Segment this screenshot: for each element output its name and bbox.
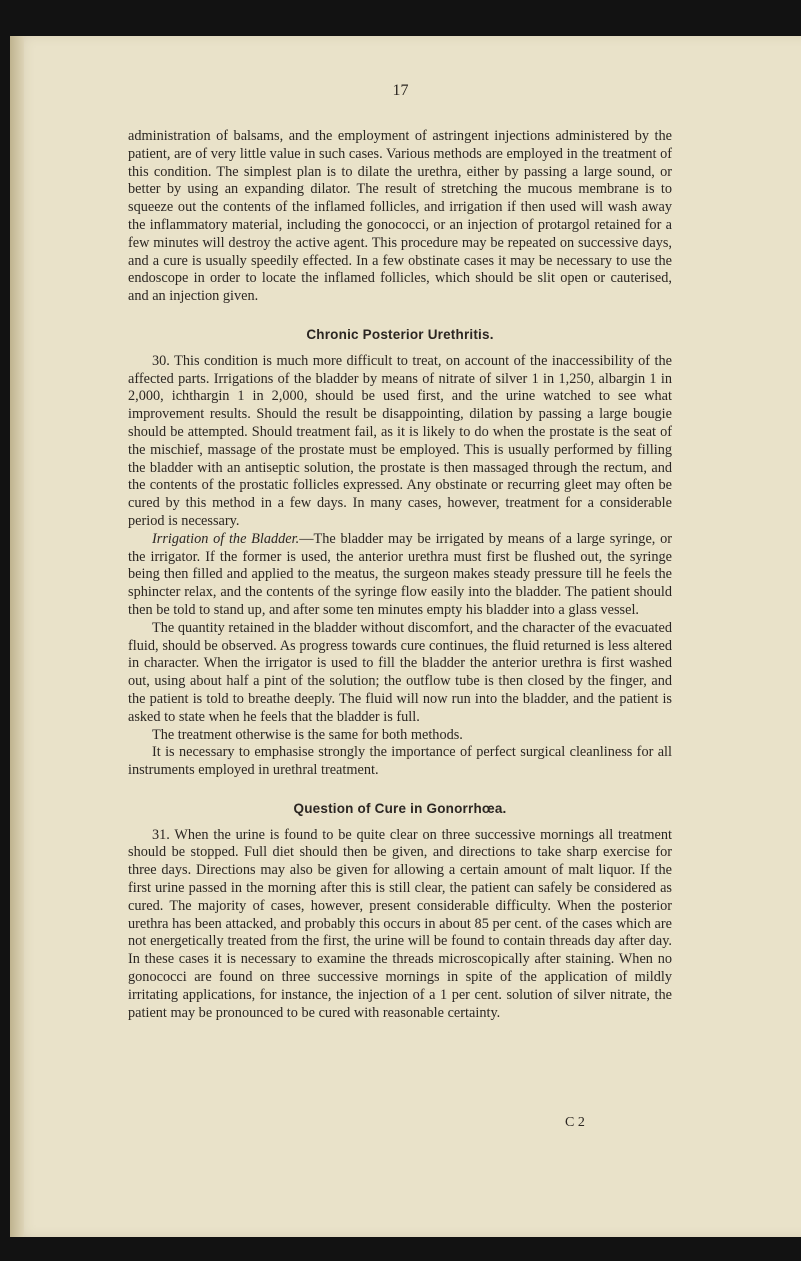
paragraph-intro: administration of balsams, and the employment of astringent injections administered by the patient, are of very little value in such cases. Various methods are employed in the treatment of this condition. The simplest plan is to dilate the urethra, either by passing a large sound, or better by using an expanding dilator. The result of stretching the mucous membrane is to squeeze out the contents of the inflamed follicles, and irrigation if then used will wash away the inflammatory material, including the gonococci, or an injection of protargol retained for a few minutes will destroy the active agent. This procedure may be repeated on successive days, and a cure is usually speedily effected. In a few obstinate cases it may be necessary to use the endoscope in order to locate the inflamed follicles, which should be slit open or cauterised, and an injection given. <box>128 128 672 305</box>
paragraph-31: 31. When the urine is found to be quite clear on three successive mornings all treatment should be stopped. Full diet should then be given, and directions to take sharp exercise for three days. Directions may also be given for allowing a certain amount of malt liquor. If the first urine passed in the morning after this is still clear, the patient can safely be considered as cured. The majority of cases, however, present considerable difficulty. When the posterior urethra has been attacked, and probably this occurs in about 85 per cent. of the cases which are not energetically treated from the first, the urine will be found to contain threads day after day. In these cases it is necessary to examine the threads microscopically after staining. When no gonococci are found on three successive mornings in spite of the application of mildly irritating applications, for instance, the injection of a 1 per cent. solution of silver nitrate, the patient may be pronounced to be cured with reasonable certainty. <box>128 826 672 1021</box>
heading-question-of-cure: Question of Cure in Gonorrhœa. <box>293 800 507 816</box>
paragraph-quantity: The quantity retained in the bladder without discomfort, and the character of the evacuated fluid, should be observed. As progress towards cure continues, the fluid returned is less altered in character. When the irrigator is used to fill the bladder the anterior urethra is first washed out, using about half a pint of the solution; the outflow tube is then closed by the finger, and the patient is told to breathe deeply. The fluid will now run into the bladder, and the patient is asked to state when he feels that the bladder is full. <box>128 619 672 725</box>
irrigation-text: —The bladder may be irrigated by means of a large syringe, or the irrigator. If the former is used, the anterior urethra must first be flushed out, the syringe being then filled and applied to the meatus, the surgeon makes steady pressure till he feels the sphincter relax, and the contents of the syringe flow easily into the bladder. The patient should then be told to stand up, and after some ten minutes empty his bladder into a glass vessel. <box>128 530 672 618</box>
paragraph-30: 30. This condition is much more difficult to treat, on account of the inaccessibility of the affected parts. Irrigations of the bladder by means of nitrate of silver 1 in 1,250, albargin 1 in 2,000, ichthargin 1 in 2,000, should be used first, and the urine watched to see what improvement results. Should the result be disappointing, dilation by passing a large bougie should be attempted. Should treatment fail, as it is likely to do when the prostate is the seat of the mischief, massage of the prostate must be employed. This is usually performed by filling the bladder with an antiseptic solution, the prostate is then massaged through the rectum, and the contents of the prostatic follicles expressed. Any obstinate or recurring gleet may often be cured by this method in a few days. In many cases, however, treatment for a considerable period is necessary. <box>128 352 672 529</box>
page-number: 17 <box>392 82 409 99</box>
irrigation-run-in-title: Irrigation of the Bladder. <box>152 530 300 547</box>
paragraph-same-treatment: The treatment otherwise is the same for both methods. <box>152 726 463 743</box>
signature-mark: C 2 <box>565 1115 585 1130</box>
heading-chronic-posterior-urethritis: Chronic Posterior Urethritis. <box>306 326 494 342</box>
page-gutter <box>10 36 24 1237</box>
paragraph-irrigation <box>128 531 672 620</box>
paragraph-cleanliness: It is necessary to emphasise strongly the importance of perfect surgical cleanliness for all instruments employed in urethral treatment. <box>128 744 672 779</box>
body-text <box>128 128 672 1022</box>
